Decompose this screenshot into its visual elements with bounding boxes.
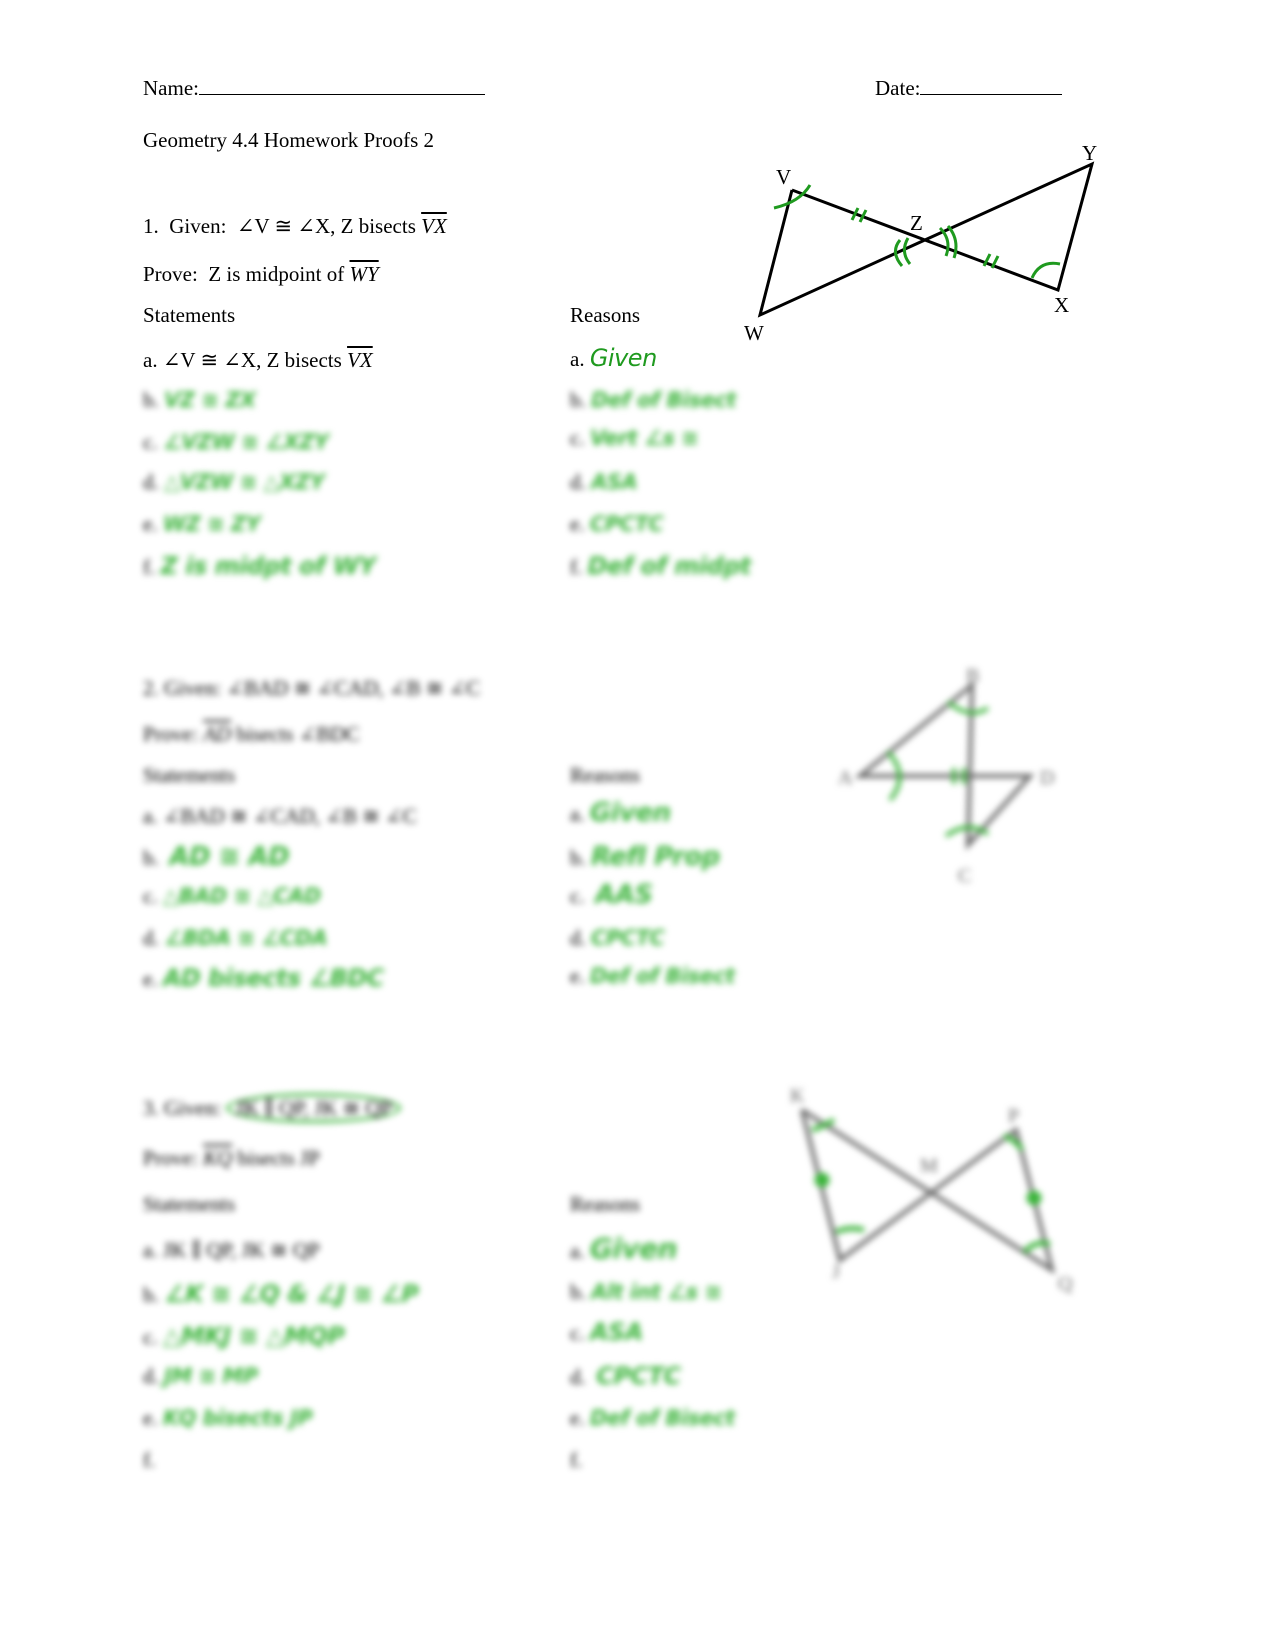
problem-2-given: 2. Given: ∠BAD ≅ ∠CAD, ∠B ≅ ∠C [143, 676, 481, 700]
figure-1-bowtie-triangles [740, 140, 1120, 345]
problem-2-prove: Prove: $\overline{AD}$ bisects ∠BDC [143, 722, 360, 746]
date-label: Date: [875, 76, 921, 100]
worksheet-title: Geometry 4.4 Homework Proofs 2 [143, 128, 435, 152]
svg-text:C: C [958, 865, 972, 887]
svg-text:M: M [920, 1155, 938, 1177]
proof-1-row-a-statement: a. ∠V ≅ ∠X, Z bisects $\overline{VX}$ [143, 348, 373, 372]
svg-text:P: P [1008, 1105, 1020, 1127]
statements-header-3: Statements [143, 1192, 236, 1216]
statements-header: Statements [143, 303, 236, 327]
label-Z: Z [910, 211, 923, 235]
proof-1-row-a-reason: a. Given [570, 344, 657, 372]
figure-3-bowtie-triangles [780, 1080, 1090, 1300]
date-field[interactable] [875, 74, 1062, 101]
svg-text:D: D [1040, 767, 1055, 789]
problem-3-given: 3. Given: JK ∥ QP, JK ≅ QP [143, 1096, 401, 1121]
name-field[interactable] [143, 74, 485, 101]
name-label: Name: [143, 76, 199, 100]
problem-1-prove: Prove: Z is midpoint of $\overline{WY}$ [143, 262, 379, 286]
reasons-header-2: Reasons [570, 763, 640, 787]
label-V: V [776, 165, 792, 189]
svg-text:K: K [790, 1085, 805, 1107]
label-W: W [744, 321, 764, 345]
svg-text:Q: Q [1058, 1273, 1073, 1295]
problem-1-given: 1. Given: ∠V ≅ ∠X, Z bisects $\overline{VX}$ [143, 214, 447, 238]
svg-text:A: A [838, 767, 853, 789]
label-X: X [1054, 293, 1070, 317]
reasons-header-3: Reasons [570, 1192, 640, 1216]
reasons-header: Reasons [570, 303, 640, 327]
date-blank[interactable] [920, 74, 1062, 95]
svg-text:J: J [832, 1261, 840, 1283]
name-blank[interactable] [199, 74, 485, 95]
problem-3-prove: Prove: $\overline{KQ}$ bisects JP [143, 1146, 320, 1170]
label-Y: Y [1082, 141, 1098, 165]
svg-text:B: B [966, 665, 980, 687]
statements-header-2: Statements [143, 763, 236, 787]
figure-2-kite [830, 660, 1070, 900]
